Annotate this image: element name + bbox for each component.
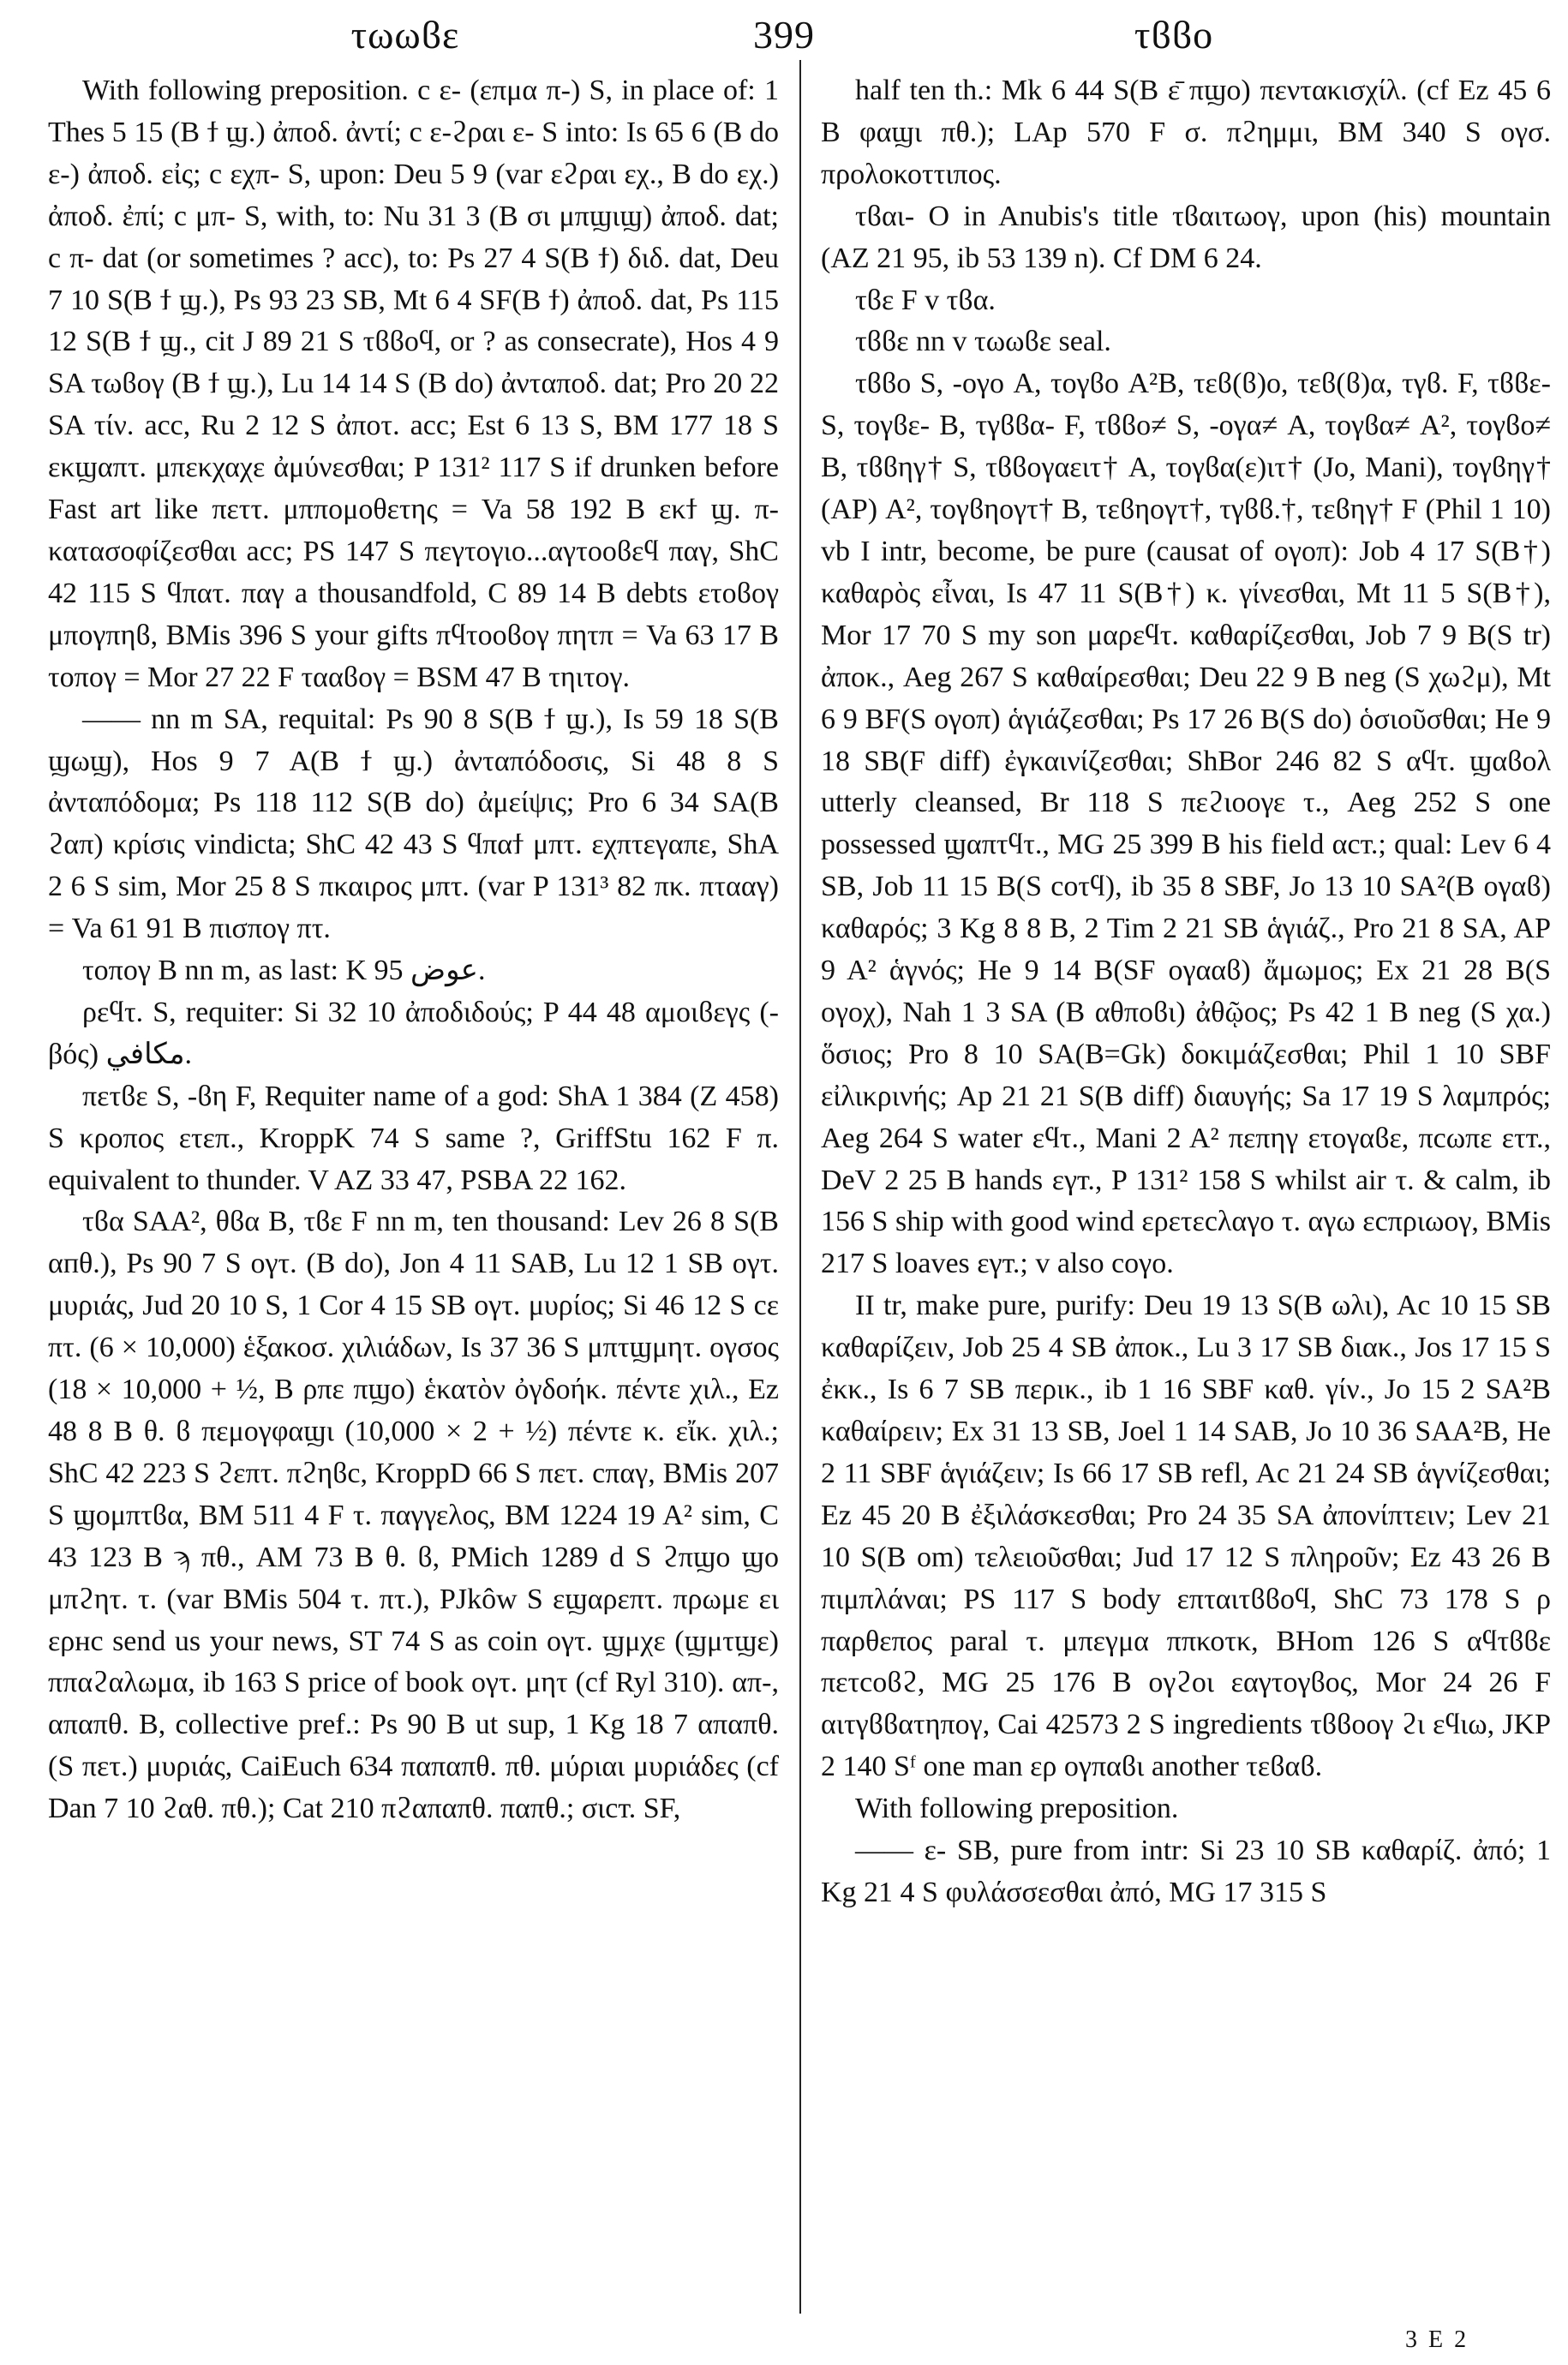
left-column bbox=[48, 70, 779, 1830]
entry-paragraph: —— nn m SA, requital: Ps 90 8 S(B ϯ ϣ.), Is 59 18 S(B ϣωϣ), Hos 9 7 A(B ϯ ϣ.) ἀνταπόδοσις, Si 48 8 S ἀνταπόδομα; Ps 118 112 S(B do) ἀμείψις; Pro 6 34 SA(B ϩαπ) κρίσις vindicta; ShC 42 43 S ϥπαϯ μπτ. εχπτεγαπε, ShA 2 6 S sim, Mor 25 8 S πκαιρος μπτ. (var P 131³ 82 πκ. πτααγ) = Va 61 91 B πισπογ πτ. bbox=[48, 703, 779, 945]
signature-mark: 3 E 2 bbox=[1405, 2326, 1469, 2353]
running-head-right: τϐϐο bbox=[1134, 13, 1214, 57]
entry-paragraph: τοπογ B nn m, as last: K 95 عوض. bbox=[82, 955, 486, 987]
entry-paragraph: τϐϐε nn v τωωϐε seal. bbox=[855, 326, 1111, 358]
column-divider bbox=[799, 60, 801, 2314]
entry-paragraph: ρεϥτ. S, requiter: Si 32 10 ἀποδιδούς; P 44 48 αμοιϐεγς (-βός) مكافي. bbox=[48, 996, 779, 1070]
entry-paragraph: With following preposition. c ε- (επμα π-) S, in place of: 1 Thes 5 15 (B ϯ ϣ.) ἀποδ. ἀντί; c ε-ϩραι ε- S into: Is 65 6 (B do ε-) ἀποδ. εἰς; c εχπ- S, upon: Deu 5 9 (var εϩραι εχ., B do εχ.) ἀποδ. ἐπί; c μπ- S, with, to: Nu 31 3 (B σι μπϣιϣ) ἀποδ. dat; c π- dat (or sometimes ? acc), to: Ps 27 4 S(B ϯ) διδ. dat, Deu 7 10 S(B ϯ ϣ.), Ps 93 23 SB, Mt 6 4 SF(B ϯ) ἀποδ. dat, Ps 115 12 S(B ϯ ϣ., cit J 89 21 S τϐϐοϥ, or ? as consecrate), Hos 4 9 SA τωϐογ (B ϯ ϣ.), Lu 14 14 S (B do) ἀνταποδ. dat; Pro 20 22 SA τίν. acc, Ru 2 12 S ἀποτ. acc; Est 6 13 S, BM 177 18 S εκϣαπτ. μπεκχαχε ἀμύνεσθαι; P 131² 117 S if drunken before Fast art like πεττ. μππομοθετης = Va 58 192 B εκϯ ϣ. π- κατασοφίζεσθαι acc; PS 147 S πεγτογιο...αγτοοϐεϥ παγ, ShC 42 115 S ϥπατ. παγ a thousandfold, C 89 14 B debts ετοϐογ μπογπηϐ, BMis 396 S your gifts πϥτοοϐογ πητπ = Va 63 17 B τοπογ = Mor 27 22 F τααϐογ = BSM 47 B τηιτογ. bbox=[48, 75, 779, 693]
entry-paragraph: τϐαι- O in Anubis's title τϐαιτωογ, upon (his) mountain (AZ 21 95, ib 53 139 n). Cf DM 6 24. bbox=[821, 200, 1551, 274]
entry-paragraph: τϐϐο S, -ογο A, τογϐο A²B, τεϐ(ϐ)ο, τεϐ(ϐ)α, τγϐ. F, τϐϐε- S, τογϐε- B, τγϐϐα- F, τϐϐο≠ S, -ογα≠ A, τογϐα≠ A², τογϐο≠ B, τϐϐηγ† S, τϐϐογαειτ† A, τογϐα(ε)ιτ† (Jo, Mani), τογϐηγ† (AP) A², τογϐηογτ† B, τεϐηογτ†, τγϐϐ.†, τεϐηγ† F (Phil 1 10) vb I intr, become, be pure (causat of ογοπ): Job 4 17 S(B†) καθαρὸς εἶναι, Is 47 11 S(B†) κ. γίνεσθαι, Mt 11 5 S(B†), Mor 17 70 S my son μαρεϥτ. καθαρίζεσθαι, Job 7 9 B(S tr) ἀποκ., Aeg 267 S καθαίρεσθαι; Deu 22 9 B neg (S χωϩμ), Mt 6 9 BF(S ογοπ) ἁγιάζεσθαι; Ps 17 26 B(S do) ὁσιοῦσθαι; He 9 18 SB(F diff) ἐγκαινίζεσθαι; ShBor 246 82 S αϥτ. ϣαϐολ utterly cleansed, Br 118 S πεϩιοογε τ., Aeg 252 S one possessed ϣαπτϥτ., MG 25 399 B his field αcт.; qual: Lev 6 4 SB, Job 11 15 B(S coτϥ), ib 35 8 SBF, Jo 13 10 SA²(B ογαϐ) καθαρός; 3 Kg 8 8 B, 2 Tim 2 21 SB ἁγιάζ., Pro 21 8 SA, AP 9 A² ἁγνός; He 9 14 B(SF ογααϐ) ἄμωμος; Ex 21 28 B(S ογοχ), Nah 1 3 SA (B αθποϐι) ἀθῷος; Ps 42 1 B neg (S χα.) ὅσιος; Pro 8 10 SA(B=Gk) δοκιμάζεσθαι; Phil 1 10 SBF εἰλικρινής; Ap 21 21 S(B diff) διαυγής; Sa 17 19 S λαμπρός; Aeg 264 S water εϥτ., Mani 2 A² πεπηγ ετογαϐε, πcωπε ετт., DeV 2 25 B hands εγт., P 131² 158 S whilst air τ. & calm, ib 156 S ship with good wind ερετεcλαγο τ. αγω εcπριωογ, BMis 217 S loaves εγт.; v also coγο. bbox=[821, 368, 1551, 1280]
entry-paragraph: With following preposition. bbox=[855, 1793, 1179, 1825]
right-column bbox=[821, 70, 1551, 1914]
page-number: 399 bbox=[753, 13, 815, 57]
entry-paragraph: half ten th.: Mk 6 44 S(B ε̄ πϣο) πεντακισχίλ. (cf Ez 45 6 B φαϣι πθ.); LAp 570 F σ. πϩημμι, BM 340 S ογσ. προλοκοττιπος. bbox=[821, 75, 1551, 190]
entry-paragraph: τϐα SAA², θϐα B, τϐε F nn m, ten thousand: Lev 26 8 S(B αпθ.), Ps 90 7 S ογτ. (B do), Jon 4 11 SAB, Lu 12 1 SB ογτ. μυριάς, Jud 20 10 S, 1 Cor 4 15 SB ογτ. μυρίος; Si 46 12 S cε πτ. (6 × 10,000) ἑξακοσ. χιλιάδων, Is 37 36 S μπτϣμητ. ογσος (18 × 10,000 + ½, B ρπε πϣο) ἑκατὸν ὀγδοήκ. πέντε χιλ., Ez 48 8 B θ. ϐ πεμογφαϣι (10,000 × 2 + ½) πέντε κ. εἴκ. χιλ.; ShC 42 223 S ϩεπτ. πϩηϐс, KroppD 66 S πετ. cπαγ, BMis 207 S ϣομπτϐα, BM 511 4 F τ. παγγελος, BM 1224 19 A² sim, C 43 123 B ϡ πθ., AM 73 B θ. ϐ, PMich 1289 d S ϩπϣο ϣο μπϩητ. τ. (var BMis 504 τ. πτ.), PJkôw S εϣαρεπτ. πρωμε ει ερнс send us your news, ST 74 S as coin ογτ. ϣμχε (ϣμτϣε) ππαϩαλωμα, ib 163 S price of book ογτ. μητ (cf Ryl 310). απ-, απαπθ. B, collective pref.: Ps 90 B ut sup, 1 Kg 18 7 απαπθ. (S πετ.) μυριάς, CaiEuch 634 παπαπθ. πθ. μύριαι μυριάδες (cf Dan 7 10 ϩαθ. πθ.); Cat 210 πϩαπαπθ. παπθ.; σιcт. SF, bbox=[48, 1206, 779, 1825]
entry-paragraph: πετϐε S, -ϐη F, Requiter name of a god: ShA 1 384 (Z 458) S κροπος ετεπ., KroppK 74 S same ?, GriffStu 162 F π. equivalent to thunder. V AZ 33 47, PSBA 22 162. bbox=[48, 1080, 779, 1196]
running-head-left: τωωϐε bbox=[350, 13, 460, 57]
entry-paragraph: —— ε- SB, pure from intr: Si 23 10 SB καθαρίζ. ἀπό; 1 Kg 21 4 S φυλάσσεσθαι ἀπό, MG 17 315 S bbox=[821, 1835, 1551, 1908]
entry-paragraph: τϐε F v τϐα. bbox=[855, 284, 996, 316]
entry-paragraph: II tr, make pure, purify: Deu 19 13 S(B ωλι), Ac 10 15 SB καθαρίζειν, Job 25 4 SB ἀποκ., Lu 3 17 SB διακ., Jos 17 15 S ἐκκ., Is 6 7 SB περικ., ib 1 16 SBF καθ. γίν., Jo 15 2 SA²B καθαίρειν; Ex 31 13 SB, Joel 1 14 SAB, Jo 10 36 SAA²B, He 2 11 SBF ἁγιάζειν; Is 66 17 SB refl, Ac 21 24 SB ἁγνίζεσθαι; Ez 45 20 B ἐξιλάσκεσθαι; Pro 24 35 SA ἀπονίπτειν; Lev 21 10 S(B om) τελειοῦσθαι; Jud 17 12 S πληροῦν; Ez 43 26 B πιμπλάναι; PS 117 S body επταιτϐϐοϥ, ShC 73 178 S ρ παρθεπος paral τ. μπεγμα ππκοτκ, BHom 126 S αϥτϐϐε πετcοϐϩ, MG 25 176 B ογϩοι εαγτογϐος, Mor 24 26 F αιτγϐϐατηπογ, Cai 42573 2 S ingredients τϐϐοογ ϩι εϥιω, JKP 2 140 Sᶠ one man ερ ογπαϐι another τεϐαϐ. bbox=[821, 1290, 1551, 1783]
